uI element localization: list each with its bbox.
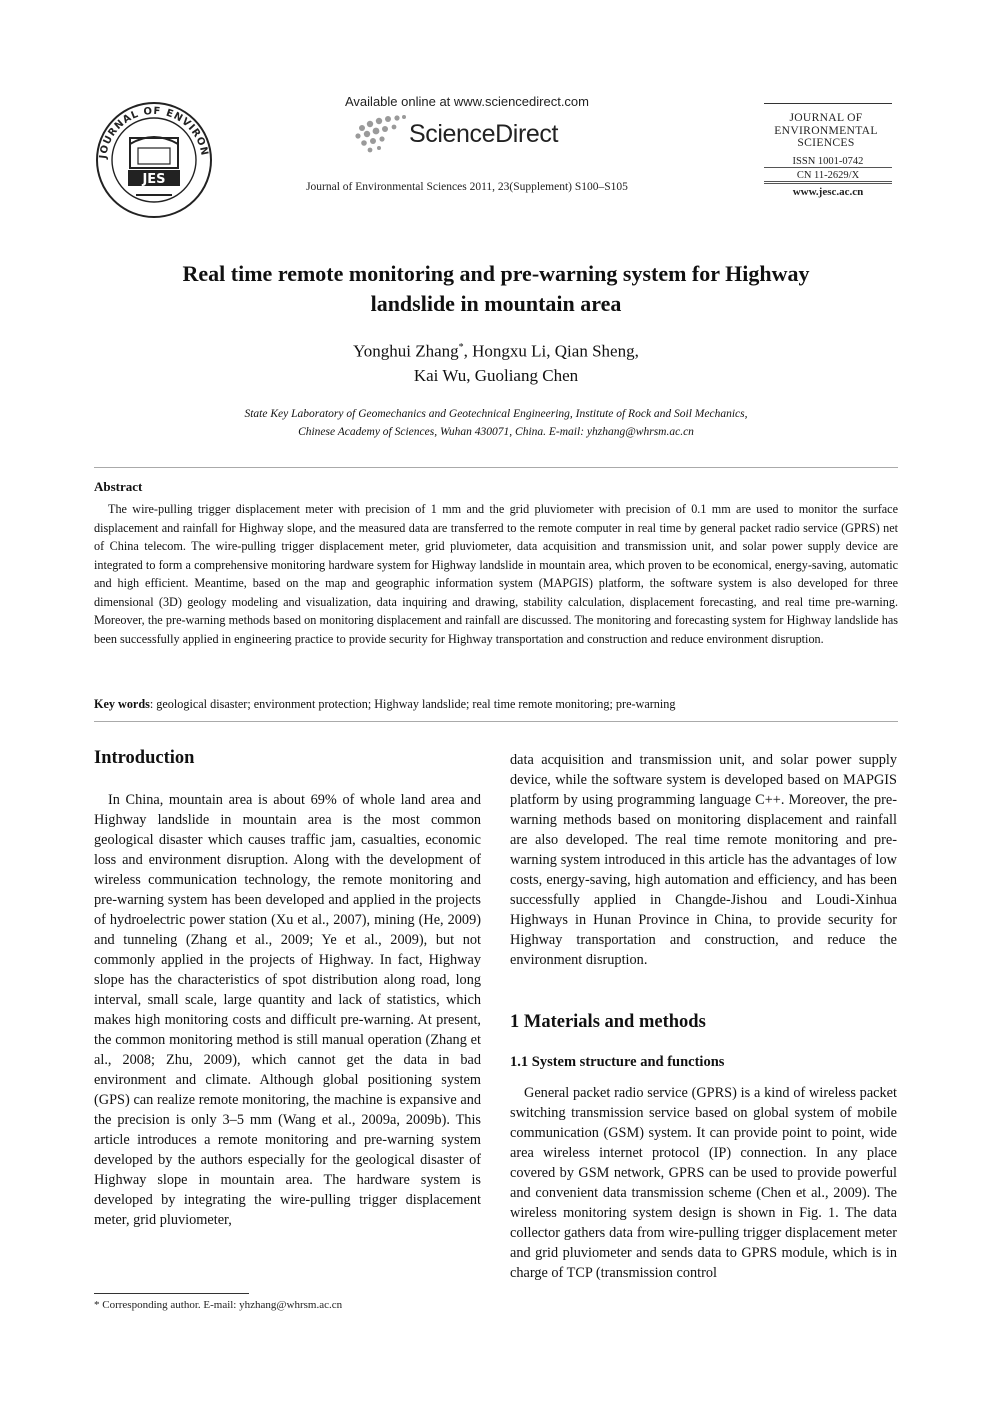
section-heading: 1 Materials and methods [510,1012,706,1032]
corresponding-mark: * [458,342,464,353]
svg-text:JOURNAL OF ENVIRONMENTAL SCIEN: JOURNAL OF ENVIRON [98,105,210,160]
masthead-issn: ISSN 1001-0742 [792,156,864,167]
abstract-heading: Abstract [94,479,143,494]
jes-seal-logo [94,100,216,220]
masthead-journal-name: JOURNAL OF ENVIRONMENTAL SCIENCES [774,111,878,150]
affiliation: State Key Laboratory of Geomechanics and Geotechnical Engineering, Institute of Rock and Soil Mechanics, Chinese Academy of Sciences, Wuhan 430071, China. E-mail: yhzhang@whrsm.ac.cn [244,408,748,438]
introduction-heading: Introduction [94,748,195,768]
journal-reference: Journal of Environmental Sciences 2011, 23(Supplement) S100–S105 [306,181,628,193]
divider [94,721,898,722]
footnote: * Corresponding author. E-mail: yhzhang@whrsm.ac.cn [94,1299,343,1311]
masthead-cn: CN 11-2629/X [796,170,860,181]
footnote-rule [94,1293,249,1294]
paper-title: Real time remote monitoring and pre-warning system for Highway landslide in mountain area [182,261,810,316]
author-list: Yonghui Zhang*, Hongxu Li, Qian Sheng, Kai Wu, Guoliang Chen [353,341,639,385]
introduction-continued: data acquisition and transmission unit, and solar power supply device, while the software system is developed based on MAPGIS platform by using programming language C++. Moreover, the pre-warning methods based on monitoring displacement and rainfall are also developed. The real time remote monitoring and pre-warning system introduced in this article has the advantages of low costs, energy-saving, high automation and efficiency, and has been successfully applied in Changde-Jishou and Loudi-Xinhua Highways in Hunan Province in China, to provide security for Highway transportation and construction, and reduce the environment disruption. [510,752,897,968]
abstract-text: The wire-pulling trigger displacement meter with precision of 1 mm and the grid pluviometer with precision of 0.1 mm are used to monitor the surface displacement and rainfall for Highway slope, and the measured data are transferred to the remote computer in real time by general packet radio service (GPRS) net of China telecom. The wire-pulling trigger displacement meter, grid pluviometer, data acquisition and transmission unit, and solar power supply device are integrated to form a comprehensive monitoring hardware system for Highway landslide in mountain area, which proven to be economical, energy-saving, automatic and high efficient. Meantime, based on the map and geographic information system (MAPGIS) platform, the software system is also developed for three dimensional (3D) geology modeling and visualization, data inquiring and drawing, stability calculation, displacement forecasting, and real time pre-warning. Moreover, the pre-warning methods based on monitoring displacement and rainfall are discussed. The monitoring and forecasting system for Highway landslide has been successfully applied in engineering practice to provide security for Highway transportation and construction and reduce environment disruption. [94,502,898,646]
subsection-heading: 1.1 System structure and functions [510,1054,725,1070]
svg-text:JES: JES [142,172,166,187]
introduction-body: In China, mountain area is about 69% of whole land area and Highway landslide in mountain area is the most common geological disaster which causes traffic jam, casualties, economic loss and environment disruption. Along with the development of wireless communication technology, the remote monitoring and pre-warning system has been developed and applied in the projects of hydroelectric power station (Xu et al., 2007), mining (He, 2009) and tunneling (Zhang et al., 2009; Ye et al., 2009), but not commonly applied in the projects of Highway. In fact, Highway slope has the characteristics of spot distribution along road, long interval, small scale, large quantity and lack of statistics, which makes high monitoring costs and difficult pre-warning. At present, the common monitoring method is still manual operation (Zhang et al., 2008; Zhu, 2009), which cannot get the data in bad environment and climate. Although global positioning system (GPS) can realize remote monitoring, the machine is expansive and the precision is only 3–5 mm (Wang et al., 2009a, 2009b). This article introduces a remote monitoring and pre-warning system developed by the authors especially for the geological disaster of Highway slope in mountain area. The hardware system is developed by integrating the wire-pulling trigger displacement meter, grid pluviometer, [94,792,481,1228]
divider [94,467,898,468]
masthead-rule [764,103,892,104]
journal-masthead [764,103,892,199]
sciencedirect-logo [352,114,582,154]
available-online-text: Available online at www.sciencedirect.com [345,94,589,109]
sciencedirect-wordmark: ScienceDirect [409,120,559,148]
keywords: Key words: geological disaster; environment protection; Highway landslide; real time remote monitoring; pre-warning [94,697,676,711]
masthead-website: www.jesc.ac.cn [792,186,864,198]
section-body: General packet radio service (GPRS) is a kind of wireless packet switching transmission service based on global system of mobile communication (GSM) system. It can provide point to point, wide area wireless internet protocol (IP) connection. In any place covered by GSM network, GPRS can be used to provide powerful and convenient data transmission scheme (Chen et al., 2009). The wireless monitoring system design is shown in Fig. 1. The data collector gathers data from wire-pulling trigger displacement meter and grid pluviometer and sends data to GPRS module, which is in charge of TCP (transmission control [510,1085,897,1281]
